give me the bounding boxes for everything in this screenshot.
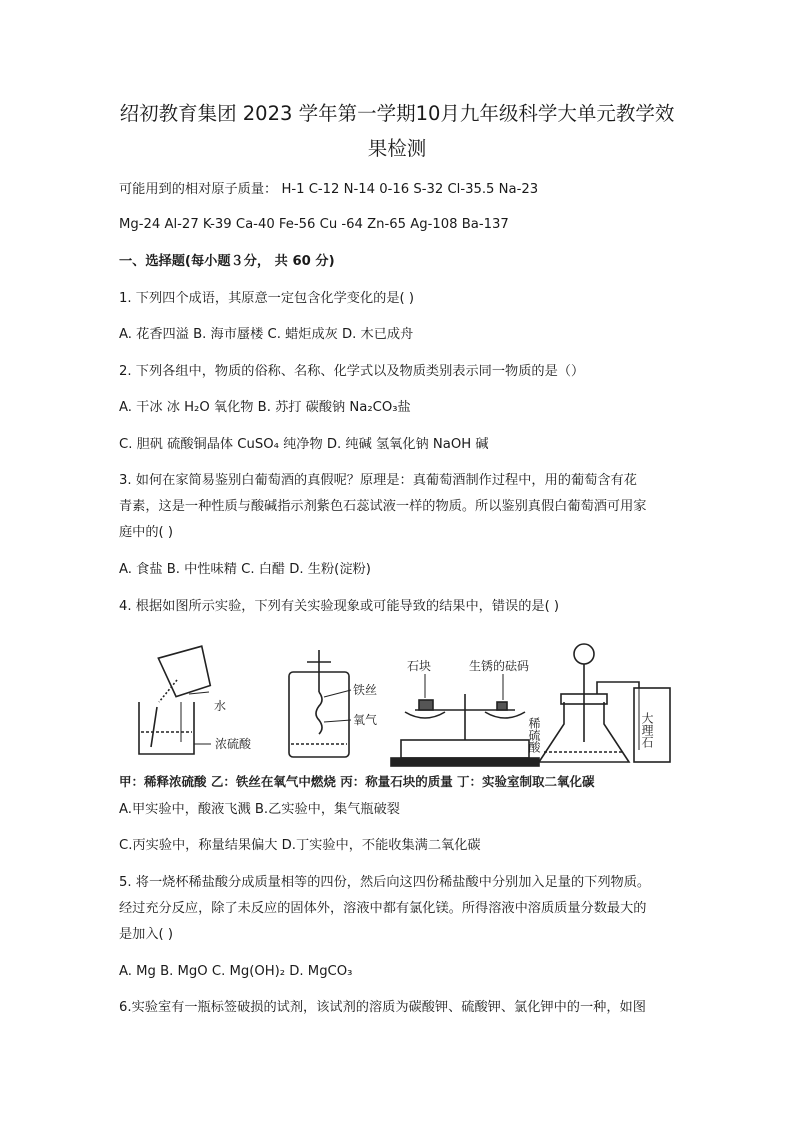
question-3-stem-line-3: 庭中的( ) — [119, 525, 174, 540]
question-4-options-cd: C.丙实验中，称量结果偏大 D.丁实验中，不能收集满二氧化碳 — [119, 838, 481, 853]
question-5-options: A. Mg B. MgO C. Mg(OH)₂ D. MgCO₃ — [119, 964, 353, 979]
question-6-stem: 6.实验室有一瓶标签破损的试剂，该试剂的溶质为碳酸钾、硫酸钾、氯化钾中的一种，如图 — [119, 1000, 646, 1015]
question-3-stem-line-2: 青素，这是一种性质与酸碱指示剂紫色石蕊试液一样的物质。所以鉴别真假白葡萄酒可用家 — [119, 499, 647, 514]
question-4-options-ab: A.甲实验中，酸液飞溅 B.乙实验中，集气瓶破裂 — [119, 802, 400, 817]
question-5-stem-line-2: 经过充分反应，除了未反应的固体外，溶液中都有氯化镁。所得溶液中溶质质量分数最大的 — [119, 901, 647, 916]
label-oxygen: 氧气 — [353, 713, 378, 727]
question-5-stem-line-1: 5. 将一烧杯稀盐酸分成质量相等的四份，然后向这四份稀盐酸中分别加入足量的下列物质。 — [119, 875, 651, 890]
oxygen-jar-apparatus — [289, 650, 351, 757]
question-2-options-cd: C. 胆矾 硫酸铜晶体 CuSO₄ 纯净物 D. 纯碱 氢氧化钠 NaOH 碱 — [119, 437, 489, 452]
beaker-dilution-apparatus — [139, 644, 214, 754]
experiment-figure — [119, 632, 679, 792]
label-stone: 石块 — [407, 659, 432, 673]
label-dilute-sulfuric-acid: 稀硫酸 — [527, 717, 541, 753]
label-marble: 大理石 — [640, 712, 654, 748]
experiment-illustration — [119, 632, 679, 792]
question-2-options-ab: A. 干冰 冰 H₂O 氧化物 B. 苏打 碳酸钠 Na₂CO₃盐 — [119, 400, 411, 415]
question-5-stem-line-3: 是加入( ) — [119, 927, 174, 942]
question-3-stem-line-1: 3. 如何在家简易鉴别白葡萄酒的真假呢？原理是：真葡萄酒制作过程中，用的葡萄含有花 — [119, 473, 637, 488]
balance-apparatus — [391, 674, 539, 766]
document-title-line-2: 果检测 — [367, 137, 427, 160]
label-iron-wire: 铁丝 — [353, 683, 378, 697]
atomic-mass-line-1: 可能用到的相对原子质量： H-1 C-12 N-14 0-16 S-32 Cl-35.5 Na-23 — [119, 182, 539, 197]
atomic-mass-line-2: Mg-24 Al-27 K-39 Ca-40 Fe-56 Cu -64 Zn-65 Ag-108 Ba-137 — [119, 217, 509, 232]
question-1-stem: 1. 下列四个成语，其原意一定包含化学变化的是( ) — [119, 291, 415, 306]
label-rusty-weight: 生锈的砝码 — [469, 659, 530, 673]
section-heading: 一、选择题(每小题３分， 共 60 分) — [119, 254, 335, 269]
question-4-stem: 4. 根据如图所示实验，下列有关实验现象或可能导致的结果中，错误的是( ) — [119, 599, 560, 614]
label-conc-sulfuric-acid: 浓硫酸 — [215, 737, 252, 751]
question-1-options: A. 花香四溢 B. 海市蜃楼 C. 蜡炬成灰 D. 木已成舟 — [119, 327, 414, 342]
figure-caption: 甲：稀释浓硫酸 乙：铁丝在氧气中燃烧 丙：称量石块的质量 丁：实验室制取二氧化碳 — [119, 774, 595, 789]
question-2-stem: 2. 下列各组中，物质的俗称、名称、化学式以及物质类别表示同一物质的是（） — [119, 364, 585, 379]
document-title-line-1: 绍初教育集团 2023 学年第一学期10月九年级科学大单元教学效 — [119, 102, 675, 125]
question-3-options: A. 食盐 B. 中性味精 C. 白醋 D. 生粉(淀粉) — [119, 562, 371, 577]
label-water: 水 — [214, 699, 227, 713]
